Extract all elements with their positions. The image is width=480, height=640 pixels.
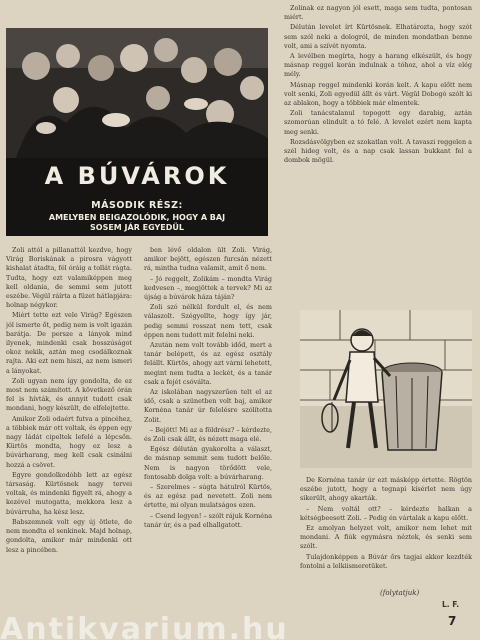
paragraph: Azután nem volt tovább időd, mert a tanár belépett, és az egész osztály felállt. Kürtös, ahogy azt várni lehetett, megint nem tudta a leckét, és a tanár csak a fejét csóválta. bbox=[144, 341, 272, 386]
paragraph: A levélben megírta, hogy a harang elkészült, és hogy másnap reggel korán indulnak a tóhoz, ahol a víz elég mély. bbox=[284, 52, 472, 79]
paragraph: Egész délután gyakorolta a választ, de másnap semmit sem tudott belőle. Nem is nagyon törődött vele, fontosabb dolga volt: a búvárharang. bbox=[144, 445, 272, 481]
right-text-column-top bbox=[284, 4, 472, 304]
paragraph: Tulajdonképpen a Búvár őrs tagjai akkor kezdték fontolni a lelkiismeretüket. bbox=[300, 552, 472, 570]
paragraph: Másnap reggel mindenki korán kelt. A kapu előtt nem volt senki, Zoli egyedül állt és várt. Végül Dobogó szólt ki az ablakon, hogy a többiek már elmentek. bbox=[284, 80, 472, 108]
paragraph: Zoli szó nélkül fordult el, és nem válaszolt. Szégyellte, hogy így jár, pedig semmi rosszat nem tett, csak éppen nem tudott mit felelni neki. bbox=[144, 303, 272, 339]
subtitle-line-2: SOSEM JÁR EGYEDÜL bbox=[90, 223, 184, 232]
paragraph: De Kornéna tanár úr ezt másképp értette. Rögtön eszébe jutott, hogy a tegnapi kísérlet nem úgy sikerült, ahogy akarták. bbox=[300, 476, 472, 503]
paragraph: Délután levelet írt Kürtösnek. Elhatározta, hogy szót sem szól neki a dologról, de minden mondatban benne volt, ami a szívét nyomta. bbox=[284, 23, 472, 50]
middle-text-column bbox=[144, 246, 272, 606]
paragraph: Rozsdásvölgyben ez szokatlan volt. A tavaszi reggelen a szél hideg volt, és a nap csak lassan bukkant fel a dombok mögül. bbox=[284, 137, 472, 165]
paragraph: – Csend legyen! – szólt rájuk Kornéna tanár úr, és a pad elhallgatott. bbox=[144, 511, 272, 529]
paragraph: – Bejött! Mi az a földrész? – kérdezte, és Zoli csak állt, és nézett maga elé. bbox=[144, 425, 272, 444]
paragraph: Zoli attól a pillanattól kezdve, hogy Virág Boriskának a pirosra vágyott kishalat átadta, fél óráig a tollát rágta. Tudta, hogy ezt valamiképpen meg kell oldania, de semmi sem jutott eszébe. Végül ráírta a füzet hátlapjára: holnap négykor. bbox=[6, 246, 132, 310]
boy-with-trash-can-illustration bbox=[300, 310, 472, 468]
page-number: 7 bbox=[448, 614, 457, 628]
continued-note: (folytatjuk) bbox=[380, 589, 420, 597]
right-text-column-bottom bbox=[300, 476, 472, 586]
story-title: A BÚVÁROK bbox=[44, 162, 230, 190]
paragraph: Egyre gondolkodóbb lett az egész társaság. Kürtösnek nagy tervei voltak, és mindenki figyelt rá, ahogy a kezével mutogatta, mekkora lesz a búvárruha, ha kész lesz. bbox=[6, 470, 132, 516]
paragraph: Az iskolában nagyszerűen telt el az idő, csak a szünetben volt baj, amikor Kornéna tanár úr felelésre szólította Zolit. bbox=[144, 388, 272, 424]
paragraph: ben lévő oldalon ült Zoli. Virág, amikor bejött, egészen furcsán nézett rá, mintha tudna valamit, amit ő nem. bbox=[144, 246, 272, 273]
title-block bbox=[6, 158, 268, 236]
paragraph: Amikor Zoli odaért futva a pincéhez, a többiek már ott voltak, és éppen egy nagy ládát cipeltek lefelé a lépcsőn. Kürtös mondta, hogy ez lesz a búvárharang, meg kell csak csinálni hozzá a csövet. bbox=[6, 414, 132, 469]
paragraph: – Szerelmes – súgta hátulról Kürtös, és az egész pad nevetett. Zoli nem értette, mi olyan mulatságos ezen. bbox=[144, 483, 272, 510]
paragraph: Miért tette ezt vele Virág? Egészen jól ismerte őt, pedig nem is volt igazán barátja. De persze a lányok mind ilyenek, mindenki csak bosszúságot okoz nekik, aztán meg csodálkoznak rajta. Aki ezt nem hiszi, az nem ismeri a lányokat. bbox=[6, 311, 132, 375]
paragraph: Zolinak ez nagyon jól esett, maga sem tudta, pontosan miért. bbox=[284, 4, 472, 22]
author-signature: L. F. bbox=[442, 600, 460, 609]
story-subtitle bbox=[6, 213, 268, 233]
watermark: Antikvarium.hu bbox=[0, 612, 289, 640]
subtitle-line-1: AMELYBEN BEIGAZOLÓDIK, HOGY A BAJ bbox=[48, 213, 226, 222]
left-text-column bbox=[6, 246, 132, 606]
paragraph: Ez amolyan helyzet volt, amikor nem lehet mit mondani. A fiúk egymásra néztek, és senki sem szólt. bbox=[300, 524, 472, 551]
paragraph: – Jó reggelt, Zolikám – mondta Virág kedvesen –, megjöttek a tervek? Mi az újság a búvárok háza táján? bbox=[144, 274, 272, 302]
paragraph: Zoli tanácstalanul topogott egy darabig, aztán szomorúan elindult a tó felé. A levelet ezért nem kapta meg senki. bbox=[284, 109, 472, 136]
paragraph: Babszemnek volt egy új ötlete, de nem mondta el senkinek. Majd holnap, gondolta, amikor már mindenki ott lesz a pincében. bbox=[6, 517, 132, 554]
paragraph: Zoli ugyan nem így gondolta, de ez most nem számított. A következő órán fel is hívták, és annyit tudott csak mondani, hogy készült, de elfelejtette. bbox=[6, 376, 132, 413]
part-label: MÁSODIK RÉSZ: bbox=[91, 200, 183, 211]
boys-group-photo bbox=[6, 28, 268, 158]
paragraph: – Nem voltál ott? – kérdezte halkan a kétségbeesett Zoli. – Pedig én vártalak a kapu előtt. bbox=[300, 504, 472, 522]
